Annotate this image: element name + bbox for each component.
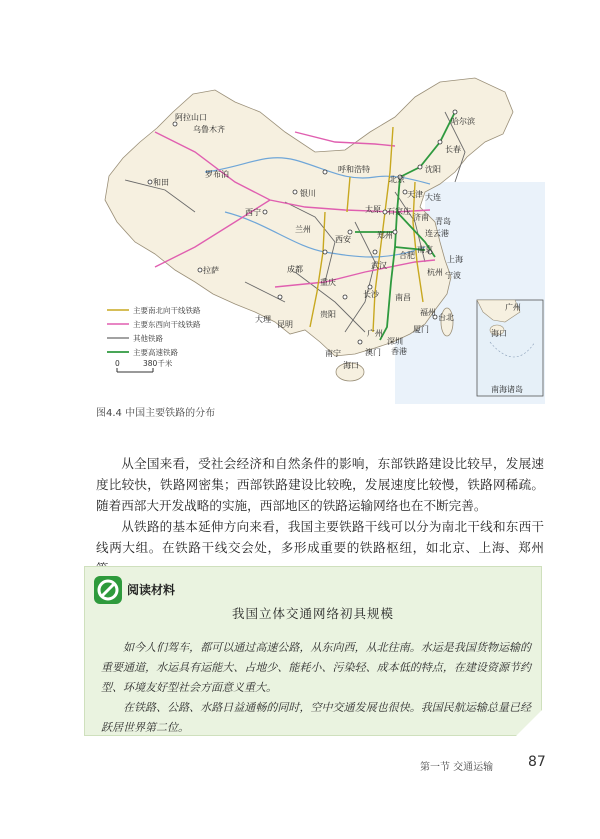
city-lianyungang: 连云港 <box>425 229 449 238</box>
city-macau: 澳门 <box>365 348 381 357</box>
reading-material-box <box>84 566 542 736</box>
reading-label: 阅读材料 <box>127 583 176 597</box>
legend-ew: 主要东西向干线铁路 <box>133 320 201 329</box>
city-xiamen: 厦门 <box>413 325 429 334</box>
city-taiyuan: 太原 <box>365 205 381 214</box>
city-urumqi: 乌鲁木齐 <box>193 125 225 134</box>
city-guiyang: 贵阳 <box>320 310 336 319</box>
city-hotan: 和田 <box>153 178 169 187</box>
paragraph-2: 从铁路的基本延伸方向来看，我国主要铁路干线可以分为南北干线和东西干线两大组。在铁路干线交会处，多形成重要的铁路枢纽，如北京、上海、郑州 <box>96 518 544 555</box>
city-taipei: 台北 <box>438 313 454 322</box>
city-zhengzhou: 郑州 <box>377 231 393 240</box>
city-shijiazhuang: 石家庄 <box>387 207 411 216</box>
city-nanning: 南宁 <box>325 349 341 358</box>
city-qingdao: 青岛 <box>435 217 451 226</box>
city-tianjin: 天津 <box>407 190 423 199</box>
south-china-sea-inset <box>477 300 543 396</box>
city-nanjing: 南京 <box>417 245 433 254</box>
city-xian: 西安 <box>335 235 351 244</box>
city-alashankou: 阿拉山口 <box>175 113 207 122</box>
figure-caption: 图4.4 中国主要铁路的分布 <box>96 408 216 419</box>
footer-section-title: 第一节 交通运输 <box>420 762 494 773</box>
city-hongkong: 香港 <box>391 347 407 356</box>
city-lhasa: 拉萨 <box>203 266 219 275</box>
city-yinchuan: 银川 <box>300 189 316 198</box>
city-fuzhou: 福州 <box>420 308 436 317</box>
inset-haikou: 海口 <box>491 329 507 338</box>
city-shenyang: 沈阳 <box>425 165 441 174</box>
article-title: 我国立体交通网络初具规模 <box>231 606 394 621</box>
city-hefei: 合肥 <box>399 251 415 260</box>
city-dalian: 大连 <box>425 193 441 202</box>
scale-zero: 0 <box>115 359 120 368</box>
city-shanghai: 上海 <box>447 255 463 264</box>
city-xining: 西宁 <box>245 208 261 217</box>
legend-ns: 主要南北向干线铁路 <box>133 306 201 315</box>
city-chengdu: 成都 <box>287 265 303 274</box>
page-curl <box>516 710 542 736</box>
scale-label: 380千米 <box>143 359 173 368</box>
city-changsha: 长沙 <box>363 290 379 299</box>
paragraph-1: 从全国来看，受社会经济和自然条件的影响，东部铁路建设比较早，发展速度比较快，铁路网密集；西部铁路建设比较晚，发展速度比较慢，铁路网稀疏。随着西部大开发战略的实施，西部地区的铁路运输网络也在不断完善。 <box>96 455 544 513</box>
city-lanzhou: 兰州 <box>295 225 311 234</box>
reading-paragraph-2: 在铁路、公路、水路日益通畅的同时，空中交通发展也很快。我国民航运输总量已经跃居世界第二位。 <box>101 701 531 734</box>
china-map-svg <box>95 72 545 404</box>
reading-icon <box>93 575 123 605</box>
railway-map <box>95 72 545 404</box>
legend-hsr: 主要高速铁路 <box>133 348 178 357</box>
city-chongqing: 重庆 <box>320 278 336 287</box>
city-kunming: 昆明 <box>277 320 293 329</box>
inset-guangzhou: 广州 <box>505 303 521 312</box>
city-jinan: 济南 <box>413 213 429 222</box>
city-shenzhen: 深圳 <box>387 337 403 346</box>
inset-title: 南海诸岛 <box>491 385 523 394</box>
city-changchun: 长春 <box>445 145 461 154</box>
city-harbin: 哈尔滨 <box>451 117 475 126</box>
city-haikou: 海口 <box>343 361 359 370</box>
reading-paragraph-1: 如今人们驾车，都可以通过高速公路，从东向西，从北往南。水运是我国货物运输的重要通道，水运具有运能大、占地少、能耗小、污染轻、成本低的特点，在建设资源节约型、环境友好型社会方面意义重大。 <box>101 641 531 694</box>
city-guangzhou: 广州 <box>367 329 383 338</box>
city-luobupo: 罗布泊 <box>205 170 229 179</box>
city-wuhan: 武汉 <box>371 261 387 270</box>
page-number: 87 <box>528 754 546 770</box>
city-beijing: 北京 <box>389 175 405 184</box>
city-nanchang: 南昌 <box>395 293 411 302</box>
city-dali: 大理 <box>255 315 271 324</box>
city-ningbo: 宁波 <box>445 271 461 280</box>
city-hohhot: 呼和浩特 <box>338 165 370 174</box>
city-hangzhou: 杭州 <box>427 268 443 277</box>
legend-other: 其他铁路 <box>133 334 163 343</box>
